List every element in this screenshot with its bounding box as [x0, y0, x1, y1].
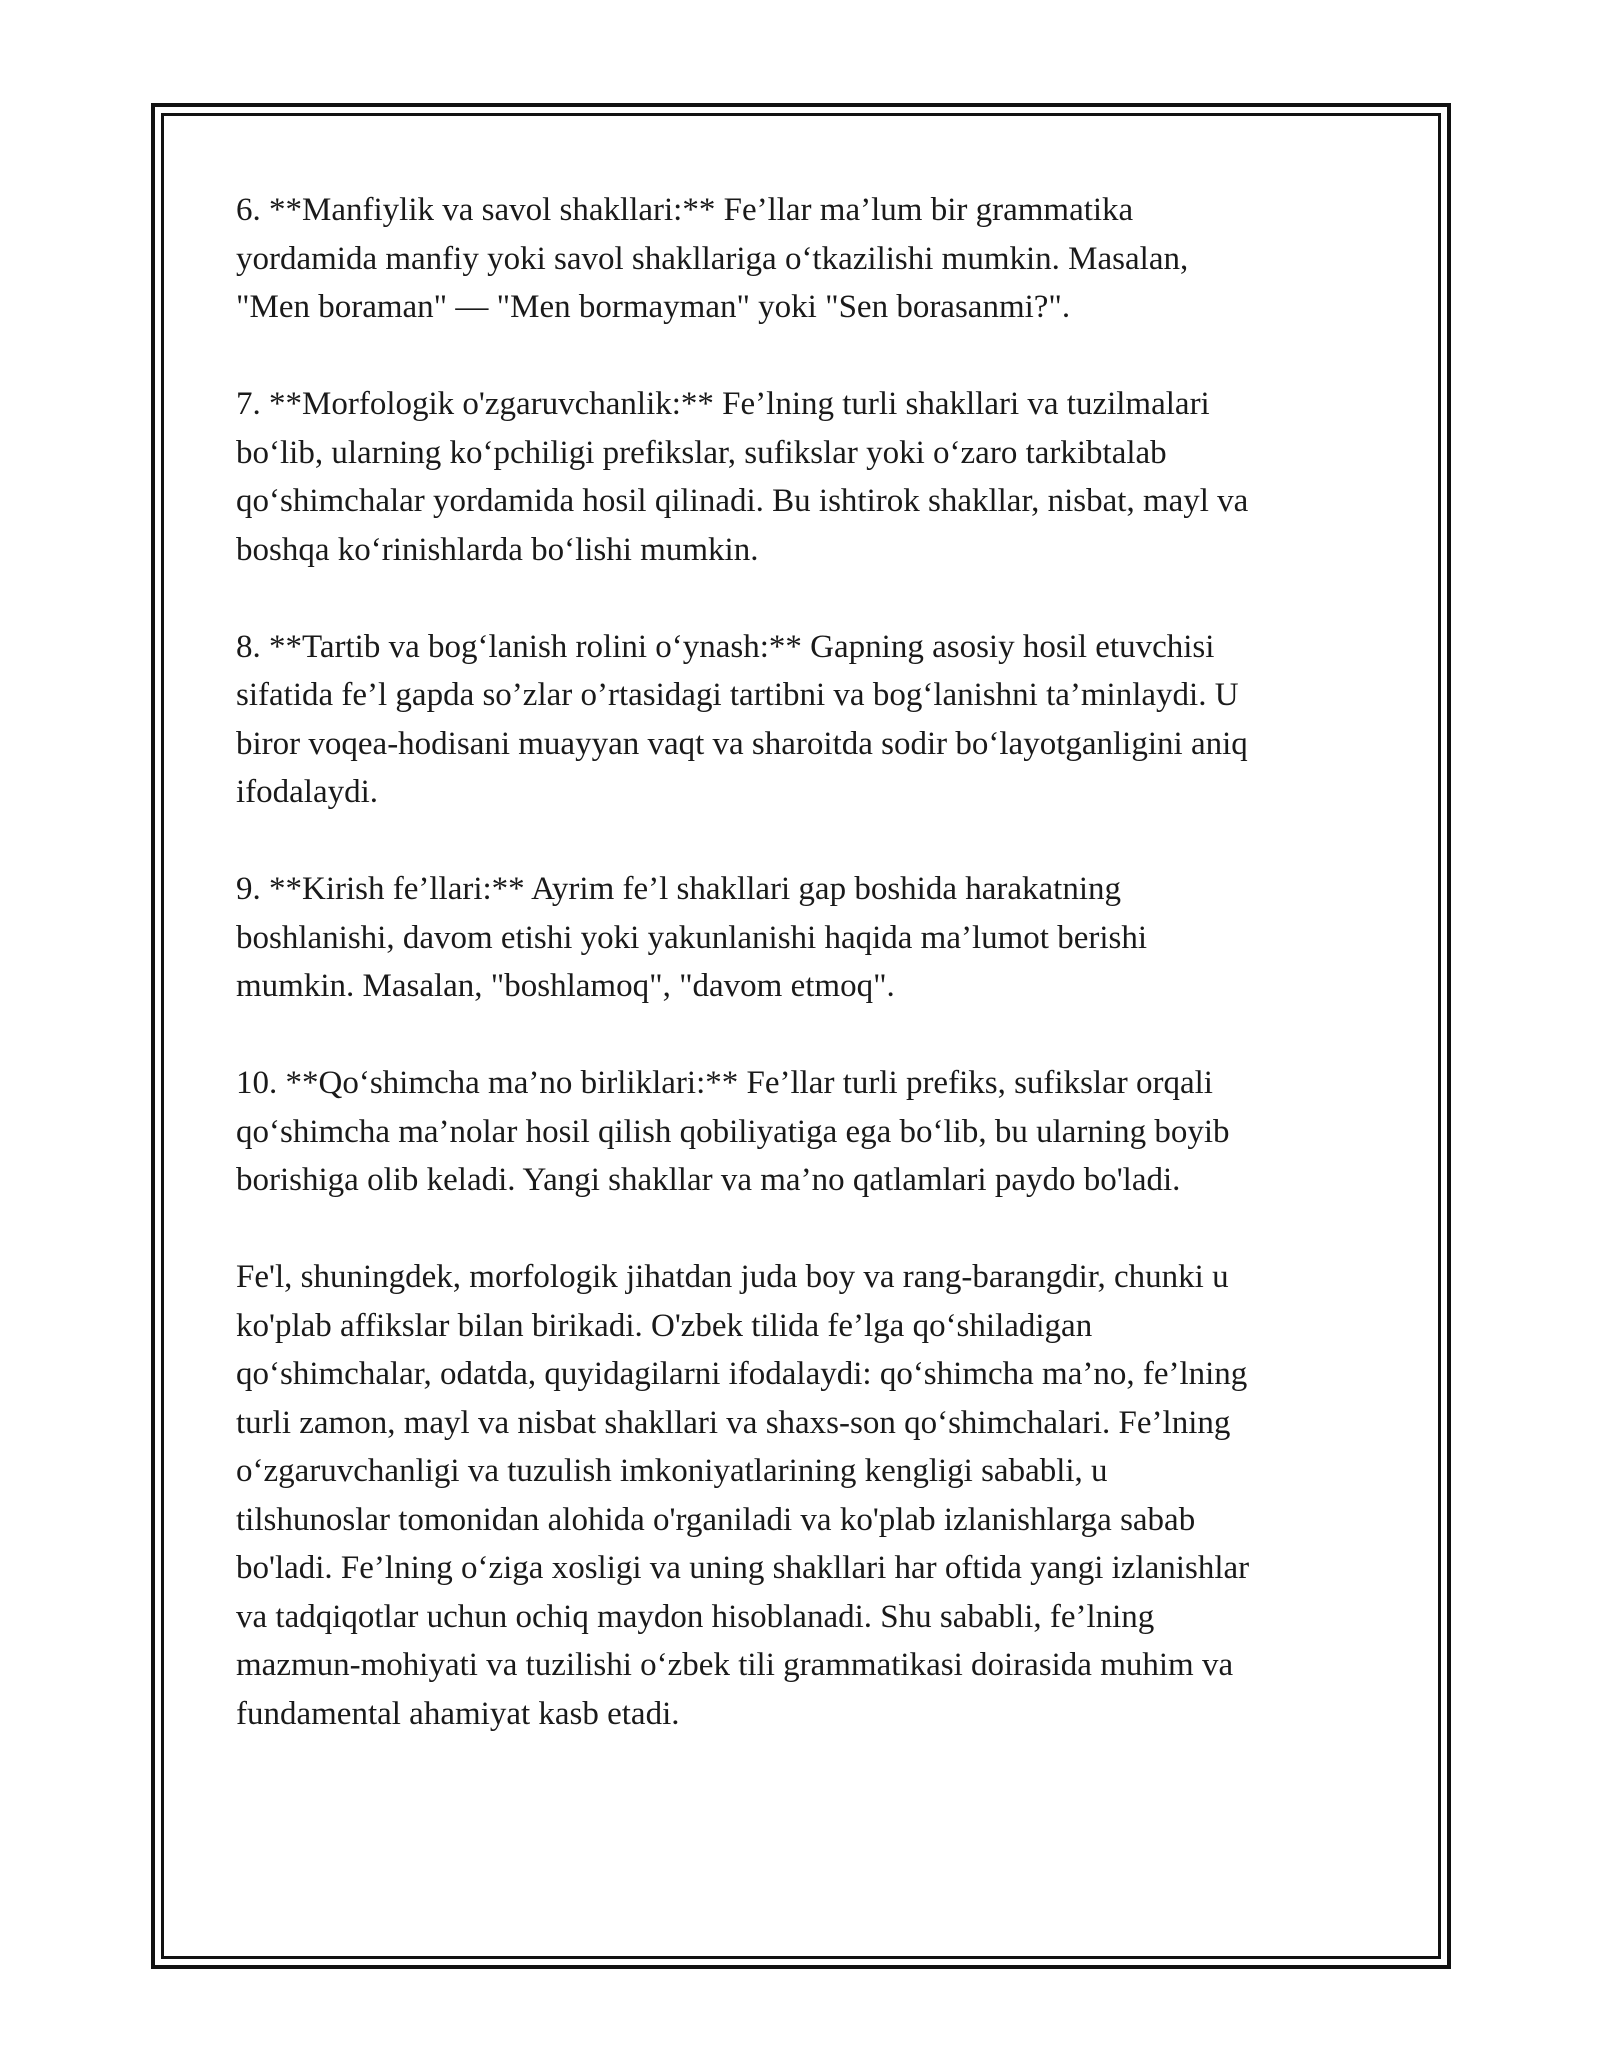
paragraph-10-additional-meaning-units	[236, 1059, 1376, 1205]
text-line: 9. **Kirish fe’llari:** Ayrim fe’l shakllari gap boshida harakatning	[236, 871, 1121, 907]
text-line: turli zamon, mayl va nisbat shakllari va shaxs-son qo‘shimchalari. Fe’lning	[236, 1404, 1231, 1441]
paragraph-conclusion	[236, 1253, 1376, 1738]
paragraph-8-order-and-linking-role	[236, 623, 1376, 817]
text-line: mumkin. Masalan, "boshlamoq", "davom etmoq".	[236, 968, 895, 1004]
text-line: borishiga olib keladi. Yangi shakllar va ma’no qatlamlari paydo bo'ladi.	[236, 1162, 1181, 1198]
text-line: ifodalaydi.	[236, 774, 379, 810]
text-line: tilshunoslar tomonidan alohida o'rganiladi va ko'plab izlanishlarga sabab	[236, 1501, 1196, 1538]
text-line: qo‘shimchalar yordamida hosil qilinadi. Bu ishtirok shakllar, nisbat, mayl va	[236, 483, 1249, 519]
text-line: boshqa ko‘rinishlarda bo‘lishi mumkin.	[236, 531, 759, 568]
text-line: o‘zgaruvchanligi va tuzulish imkoniyatlarining kengligi sababli, u	[236, 1453, 1108, 1489]
text-line: "Men boraman" — "Men bormayman" yoki "Sen borasanmi?".	[236, 289, 1071, 325]
text-line: bo'ladi. Fe’lning o‘ziga xosligi va uning shakllari har oftida yangi izlanishlar	[236, 1550, 1250, 1586]
text-line: qo‘shimcha ma’nolar hosil qilish qobiliyatiga ega bo‘lib, bu ularning boyib	[236, 1113, 1230, 1150]
text-line: mazmun-mohiyati va tuzilishi o‘zbek tili grammatikasi doirasida muhim va	[236, 1647, 1234, 1683]
text-line: fundamental ahamiyat kasb etadi.	[236, 1695, 680, 1732]
text-line: 8. **Tartib va bog‘lanish rolini o‘ynash:** Gapning asosiy hosil etuvchisi	[236, 628, 1215, 665]
text-line: qo‘shimchalar, odatda, quyidagilarni ifodalaydi: qo‘shimcha ma’no, fe’lning	[236, 1356, 1248, 1392]
text-line: ko'plab affikslar bilan birikadi. O'zbek tilida fe’lga qo‘shiladigan	[236, 1307, 1093, 1344]
paragraph-9-introductory-verbs	[236, 865, 1376, 1011]
text-line: sifatida fe’l gapda so’zlar o’rtasidagi tartibni va bog‘lanishni ta’minlaydi. U	[236, 677, 1239, 713]
text-line: 10. **Qo‘shimcha ma’no birliklari:** Fe’llar turli prefiks, sufikslar orqali	[236, 1065, 1213, 1101]
text-line: bo‘lib, ularning ko‘pchiligi prefikslar, sufikslar yoki o‘zaro tarkibtalab	[236, 434, 1167, 471]
paragraph-7-morphological-variability	[236, 380, 1376, 574]
text-line: yordamida manfiy yoki savol shakllariga o‘tkazilishi mumkin. Masalan,	[236, 240, 1189, 277]
text-line: Fe'l, shuningdek, morfologik jihatdan juda boy va rang-barangdir, chunki u	[236, 1259, 1229, 1295]
text-line: 7. **Morfologik o'zgaruvchanlik:** Fe’lning turli shakllari va tuzilmalari	[236, 386, 1210, 422]
document-body	[236, 186, 1376, 1787]
text-line: boshlanishi, davom etishi yoki yakunlanishi haqida ma’lumot berishi	[236, 919, 1148, 956]
text-line: biror voqea-hodisani muayyan vaqt va sharoitda sodir bo‘layotganligini aniq	[236, 725, 1248, 762]
text-line: 6. **Manfiylik va savol shakllari:** Fe’llar ma’lum bir grammatika	[236, 192, 1134, 228]
text-line: va tadqiqotlar uchun ochiq maydon hisoblanadi. Shu sababli, fe’lning	[236, 1598, 1155, 1635]
paragraph-6-negation-question-forms	[236, 186, 1376, 332]
